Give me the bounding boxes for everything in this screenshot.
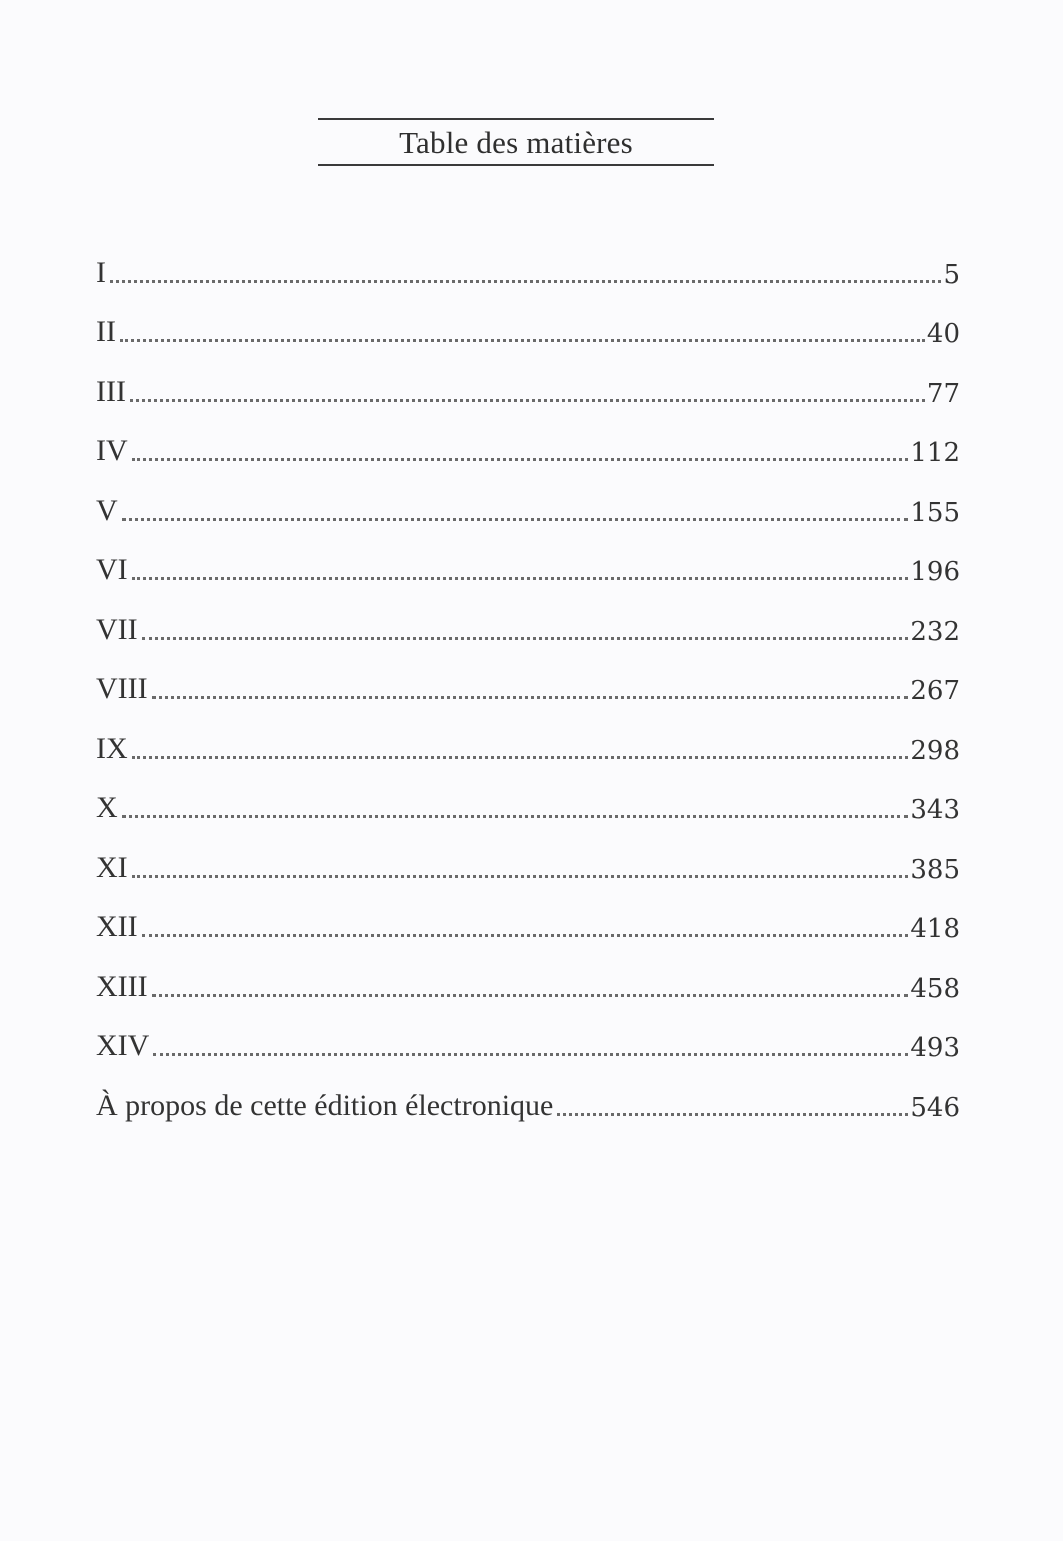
toc-entry-label: XII xyxy=(96,910,138,943)
toc-entry-page: 298 xyxy=(910,735,960,766)
toc-entry-page: 546 xyxy=(910,1092,960,1123)
toc-entry[interactable] xyxy=(96,474,960,534)
toc-entry-label: IV xyxy=(96,434,128,467)
dot-leader xyxy=(132,458,909,461)
toc-entry[interactable] xyxy=(96,236,960,296)
toc-entry-label: VII xyxy=(96,612,138,646)
dot-leader xyxy=(132,577,909,580)
toc-entry-label: À propos de cette édition électronique xyxy=(96,1088,554,1122)
dot-leader xyxy=(152,994,909,997)
dot-leader xyxy=(132,756,909,759)
toc-entry[interactable] xyxy=(96,653,960,713)
toc-entry[interactable] xyxy=(96,772,960,832)
dot-leader xyxy=(142,637,909,640)
toc-entry-page: 493 xyxy=(910,1033,960,1063)
dot-leader xyxy=(153,1053,908,1056)
toc-entry-label: III xyxy=(96,374,126,408)
toc-entry-page: 385 xyxy=(910,854,960,885)
toc-entry-page: 77 xyxy=(926,378,960,409)
toc-entry[interactable] xyxy=(96,712,960,772)
dot-leader xyxy=(120,339,925,342)
dot-leader xyxy=(132,875,909,878)
toc-entry-page: 40 xyxy=(926,319,960,349)
toc-entry[interactable] xyxy=(96,831,960,891)
dot-leader xyxy=(110,280,941,283)
toc-entry-label: V xyxy=(96,493,118,527)
toc-entry-page: 196 xyxy=(910,557,960,587)
toc-entry-label: IX xyxy=(96,731,128,765)
toc-entry-label: XI xyxy=(96,850,128,884)
toc-title-block xyxy=(318,118,714,166)
table-of-contents xyxy=(96,236,960,1129)
toc-entry-page: 267 xyxy=(910,676,960,706)
toc-entry-label: XIII xyxy=(96,969,148,1003)
toc-entry-label: X xyxy=(96,791,118,824)
toc-entry-page: 458 xyxy=(910,973,960,1004)
toc-entry[interactable] xyxy=(96,891,960,951)
toc-entry-label: VI xyxy=(96,553,128,586)
dot-leader xyxy=(122,518,909,521)
toc-entry-page: 418 xyxy=(910,914,960,944)
dot-leader xyxy=(152,696,909,699)
toc-entry[interactable] xyxy=(96,296,960,356)
toc-entry-page: 343 xyxy=(910,795,960,825)
toc-entry[interactable] xyxy=(96,1069,960,1129)
toc-entry-page: 155 xyxy=(910,497,960,528)
toc-entry[interactable] xyxy=(96,950,960,1010)
toc-entry[interactable] xyxy=(96,1010,960,1070)
dot-leader xyxy=(557,1113,908,1116)
dot-leader xyxy=(142,934,909,937)
toc-entry-page: 5 xyxy=(943,259,960,290)
toc-entry-page: 232 xyxy=(910,616,960,647)
toc-entry[interactable] xyxy=(96,593,960,653)
toc-entry[interactable] xyxy=(96,415,960,475)
toc-entry[interactable] xyxy=(96,355,960,415)
toc-entry-page: 112 xyxy=(910,438,960,468)
toc-entry-label: I xyxy=(96,255,106,289)
dot-leader xyxy=(122,815,909,818)
toc-entry[interactable] xyxy=(96,534,960,594)
dot-leader xyxy=(130,399,925,402)
toc-entry-label: VIII xyxy=(96,672,148,705)
page-title: Table des matières xyxy=(399,124,633,160)
toc-entry-label: XIV xyxy=(96,1029,150,1062)
toc-entry-label: II xyxy=(96,315,116,348)
